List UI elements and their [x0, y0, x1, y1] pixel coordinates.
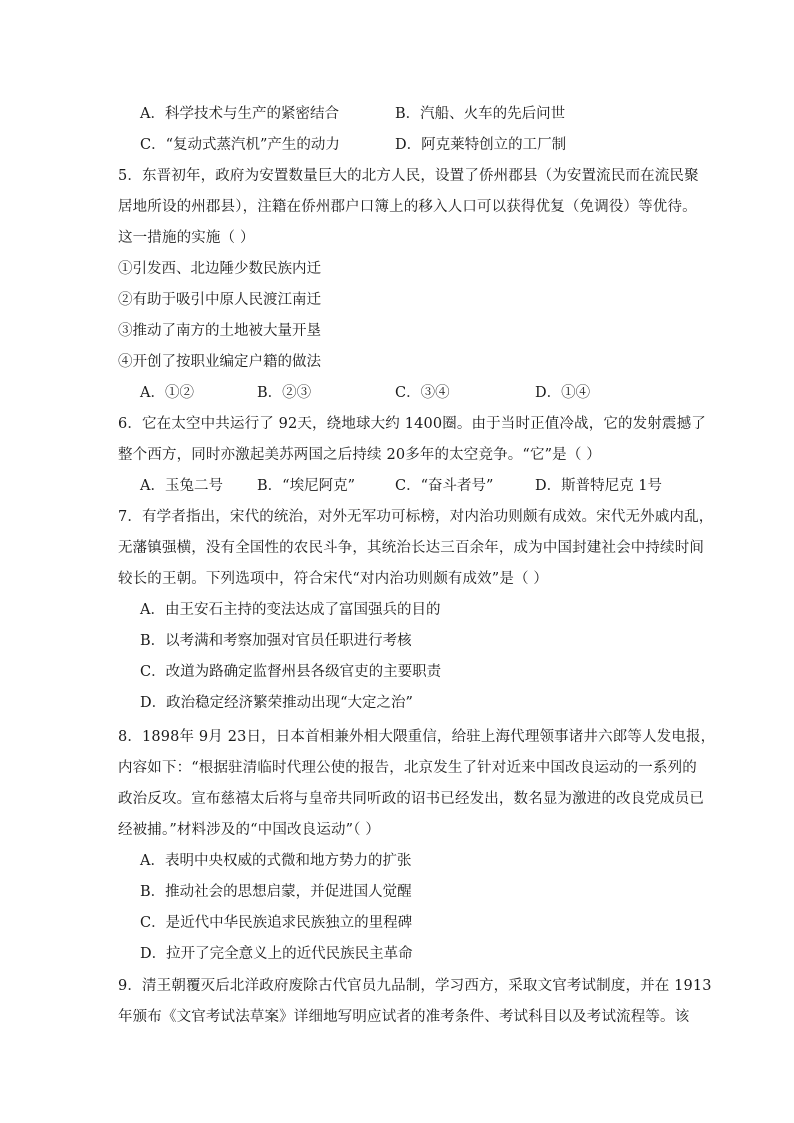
q5-option-b: B．②③	[257, 385, 312, 401]
q9-stem-line-2: 年颁布《文官考试法草案》详细地写明应试者的准考条件、考试科目以及考试流程等。该	[118, 1009, 690, 1025]
q7-stem-line-2: 无藩镇强横，没有全国性的农民斗争，其统治长达三百余年，成为中国封建社会中持续时间	[118, 540, 704, 556]
q6-option-c: C．“奋斗者号”	[395, 478, 494, 494]
q6-stem-line-1: 6．它在太空中共运行了 92天，绕地球大约 1400圈。由于当时正值冷战，它的发射震撼了	[118, 416, 706, 432]
q7-option-d: D．政治稳定经济繁荣推动出现“大定之治”	[140, 695, 413, 711]
q9-stem-line-1: 9．清王朝覆灭后北洋政府废除古代官员九品制，学习西方，采取文官考试制度，并在 1913	[118, 978, 712, 994]
q5-option-a: A．①②	[140, 385, 194, 401]
q7-stem-line-1: 7．有学者指出，宋代的统治，对外无军功可标榜，对内治功则颇有成效。宋代无外戚内乱，	[118, 509, 714, 525]
q4-option-b: B．汽船、火车的先后问世	[395, 106, 566, 122]
q5-item-3: ③推动了南方的土地被大量开垦	[118, 323, 321, 339]
q4-option-d: D．阿克莱特创立的工厂制	[395, 137, 567, 153]
q5-option-d: D．①④	[535, 385, 591, 401]
q8-stem-line-4: 经被捕。”材料涉及的“中国改良运动”（ ）	[118, 822, 380, 838]
q5-stem-line-2: 居地所设的州郡县），注籍在侨州郡户口簿上的移入人口可以获得优复（免调役）等优待。	[118, 199, 697, 215]
q7-option-c: C．改道为路确定监督州县各级官吏的主要职责	[140, 664, 442, 680]
q8-option-c: C．是近代中华民族追求民族独立的里程碑	[140, 915, 413, 931]
q5-item-2: ②有助于吸引中原人民渡江南迁	[118, 292, 321, 308]
q5-option-c: C．③④	[395, 385, 450, 401]
q5-item-4: ④开创了按职业编定户籍的做法	[118, 354, 321, 370]
q6-stem-line-2: 整个西方，同时亦激起美苏两国之后持续 20多年的太空竞争。“它”是（ ）	[118, 447, 601, 463]
q8-stem-line-2: 内容如下：“根据驻清临时代理公使的报告，北京发生了针对近来中国改良运动的一系列的	[118, 760, 697, 776]
q5-item-1: ①引发西、北边陲少数民族内迁	[118, 261, 321, 277]
q8-option-a: A．表明中央权威的式微和地方势力的扩张	[140, 853, 412, 869]
q5-stem-line-1: 5．东晋初年，政府为安置数量巨大的北方人民，设置了侨州郡县（为安置流民而在流民聚	[118, 168, 699, 184]
q8-stem-line-1: 8．1898年 9月 23日，日本首相兼外相大隈重信，给驻上海代理领事诸井六郎等人发电报，	[118, 729, 716, 745]
q5-stem-line-3: 这一措施的实施（ ）	[118, 230, 255, 246]
q6-option-a: A．玉兔二号	[140, 478, 223, 494]
q8-option-d: D．拉开了完全意义上的近代民族民主革命	[140, 946, 413, 962]
q6-option-d: D．斯普特尼克 1号	[535, 478, 662, 494]
q8-stem-line-3: 政治反攻。宣布慈禧太后将与皇帝共同听政的诏书已经发出，数名显为激进的改良党成员已	[118, 791, 704, 807]
q7-stem-line-3: 较长的王朝。下列选项中，符合宋代“对内治功则颇有成效”是（ ）	[118, 571, 549, 587]
q8-option-b: B．推动社会的思想启蒙，并促进国人觉醒	[140, 884, 412, 900]
q7-option-b: B．以考满和考察加强对官员任职进行考核	[140, 633, 412, 649]
q4-option-a: A．科学技术与生产的紧密结合	[140, 106, 339, 122]
q7-option-a: A．由王安石主持的变法达成了富国强兵的目的	[140, 602, 441, 618]
q4-option-c: C．“复动式蒸汽机”产生的动力	[140, 137, 340, 153]
q6-option-b: B．“埃尼阿克”	[257, 478, 355, 494]
